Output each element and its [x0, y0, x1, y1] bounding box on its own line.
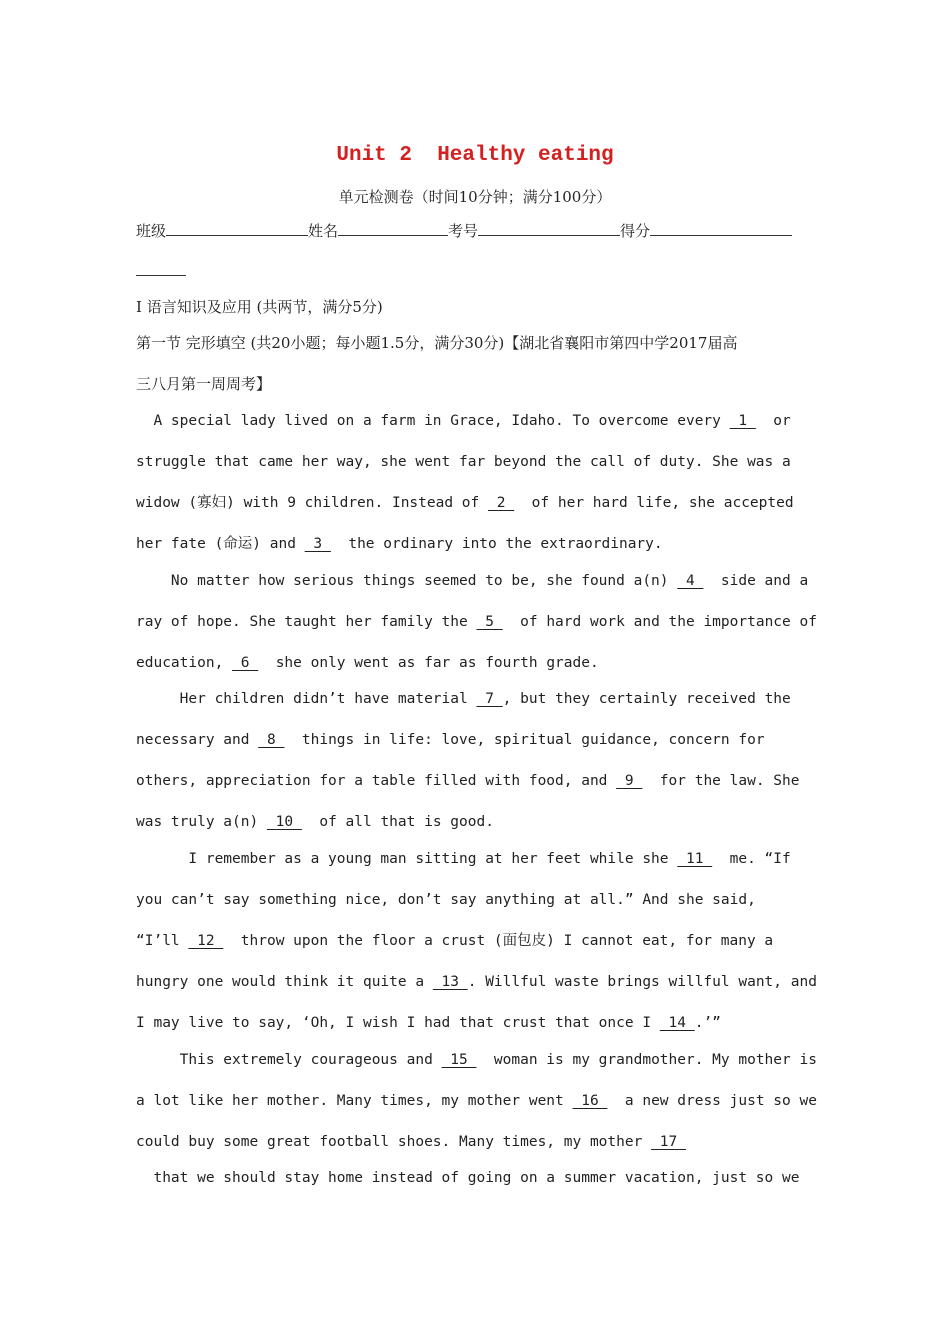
blank-16[interactable]: 16: [572, 1093, 608, 1109]
name-field[interactable]: [338, 220, 448, 236]
blank-13[interactable]: 13: [432, 974, 468, 990]
score-label: 得分: [620, 222, 651, 240]
cloze-heading: 第一节 完形填空 (共20小题；每小题1.5分，满分30分)【湖北省襄阳市第四中学2017届高: [136, 334, 738, 352]
blank-7[interactable]: 7: [476, 691, 503, 707]
page-title: Unit 2 Healthy eating: [336, 144, 614, 167]
passage-line: I remember as a young man sitting at her feet while she 11 me. “If: [136, 851, 791, 867]
section-heading: I 语言知识及应用 (共两节，满分5分): [136, 298, 383, 316]
passage-line: you can’t say something nice, don’t say anything at all.” And she said,: [136, 892, 756, 908]
passage-line: her fate (命运) and 3 the ordinary into the extraordinary.: [136, 536, 663, 552]
class-field[interactable]: [166, 220, 308, 236]
passage-line: that we should stay home instead of going on a summer vacation, just so we: [136, 1170, 800, 1186]
passage-line: No matter how serious things seemed to be, she found a(n) 4 side and a: [136, 573, 809, 589]
passage-line: education, 6 she only went as far as fourth grade.: [136, 655, 599, 671]
page-subtitle: 单元检测卷（时间10分钟；满分100分）: [338, 188, 612, 206]
passage-line: widow (寡妇) with 9 children. Instead of 2 of her hard life, she accepted: [136, 495, 794, 511]
blank-8[interactable]: 8: [258, 732, 285, 748]
number-field[interactable]: [478, 220, 620, 236]
passage-line: hungry one would think it quite a 13 . Willful waste brings willful want, and: [136, 974, 817, 990]
passage-line: This extremely courageous and 15 woman is my grandmother. My mother is: [136, 1052, 817, 1068]
blank-15[interactable]: 15: [441, 1052, 477, 1068]
passage-line: could buy some great football shoes. Many times, my mother 17: [136, 1134, 686, 1150]
student-info-row: [136, 220, 792, 241]
blank-5[interactable]: 5: [476, 614, 503, 630]
passage-line: I may live to say, ‘Oh, I wish I had that crust that once I 14 .’”: [136, 1015, 721, 1031]
blank-9[interactable]: 9: [616, 773, 643, 789]
score-field[interactable]: [650, 220, 792, 236]
passage-line: ray of hope. She taught her family the 5 of hard work and the importance of: [136, 614, 817, 630]
blank-12[interactable]: 12: [188, 933, 224, 949]
blank-10[interactable]: 10: [266, 814, 302, 830]
passage-line: others, appreciation for a table filled with food, and 9 for the law. She: [136, 773, 800, 789]
blank-11[interactable]: 11: [677, 851, 713, 867]
passage-line: struggle that came her way, she went far beyond the call of duty. She was a: [136, 454, 791, 470]
passage-line: “I’ll 12 throw upon the floor a crust (面包皮) I cannot eat, for many a: [136, 933, 774, 949]
score-field-overflow[interactable]: [136, 260, 186, 276]
blank-1[interactable]: 1: [729, 413, 756, 429]
passage-line: necessary and 8 things in life: love, spiritual guidance, concern for: [136, 732, 765, 748]
passage-line: was truly a(n) 10 of all that is good.: [136, 814, 494, 830]
blank-3[interactable]: 3: [304, 536, 331, 552]
blank-6[interactable]: 6: [232, 655, 259, 671]
blank-14[interactable]: 14: [659, 1015, 695, 1031]
passage-line: Her children didn’t have material 7 , but they certainly received the: [136, 691, 791, 707]
class-label: 班级: [136, 222, 167, 240]
number-label: 考号: [448, 222, 479, 240]
passage-line: a lot like her mother. Many times, my mother went 16 a new dress just so we: [136, 1093, 817, 1109]
name-label: 姓名: [308, 222, 339, 240]
cloze-heading-cont: 三八月第一周周考】: [136, 375, 272, 393]
blank-17[interactable]: 17: [651, 1134, 686, 1150]
blank-2[interactable]: 2: [488, 495, 515, 511]
blank-4[interactable]: 4: [677, 573, 704, 589]
passage-line: A special lady lived on a farm in Grace, Idaho. To overcome every 1 or: [136, 413, 791, 429]
score-field-continuation: [136, 260, 186, 282]
